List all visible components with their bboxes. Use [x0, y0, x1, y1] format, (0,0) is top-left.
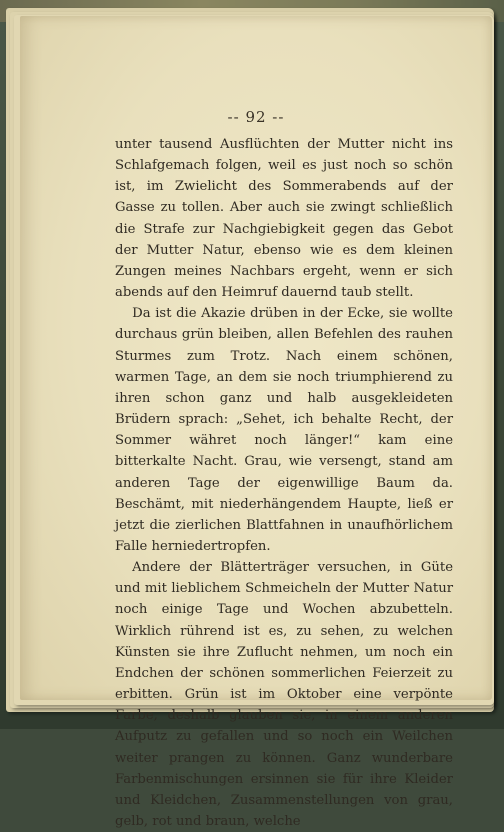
paragraph: unter tausend Ausflüchten der Mutter nicht ins Schlafgemach folgen, weil es just noch so schön ist, im Zwielicht des Sommerabends auf der Gasse zu tollen. Aber auch sie zwingt schließlich die Strafe zur Nachgiebigkeit gegen das Gebot der Mutter Natur, ebenso wie es dem kleinen Zungen meines Nachbars ergeht, wenn er sich abends auf den Heimruf dauernd taub stellt.: [115, 137, 453, 301]
book-page: [20, 16, 492, 829]
body-text: [115, 134, 453, 832]
page-number: -- 92 --: [227, 108, 285, 126]
paragraph: Da ist die Akazie drüben in der Ecke, sie wollte durchaus grün bleiben, allen Befehlen des rauhen Sturmes zum Trotz. Nach einem schönen, warmen Tage, an dem sie noch triumphierend zu ihren schon ganz und halb ausgekleideten Brüdern sprach: „Sehet, ich behalte Recht, der Sommer währet noch länger!“ kam eine bitterkalte Nacht. Grau, wie versengt, stand am anderen Tage der eigenwillige Baum da. Beschämt, mit niederhängendem Haupte, ließ er jetzt die zierlichen Blattfahnen in unaufhörlichem Falle herniedertropfen.: [115, 306, 453, 554]
paragraph: Andere der Blätterträger versuchen, in Güte und mit lieblichem Schmeicheln der Mutter Natur noch einige Tage und Wochen abzubetteln. Wirklich rührend ist es, zu sehen, zu welchen Künsten sie ihre Zuflucht nehmen, um noch ein Endchen der schönen sommerlichen Feierzeit zu erbitten. Grün ist im Oktober eine verpönte Farbe, deshalb glauben sie, in einem anderen Aufputz zu gefallen und so noch ein Weilchen weiter prangen zu können. Ganz wunderbare Farbenmischungen ersinnen sie für ihre Kleider und Kleidchen, Zusammenstellungen von grau, gelb, rot und braun, welche: [115, 560, 453, 829]
